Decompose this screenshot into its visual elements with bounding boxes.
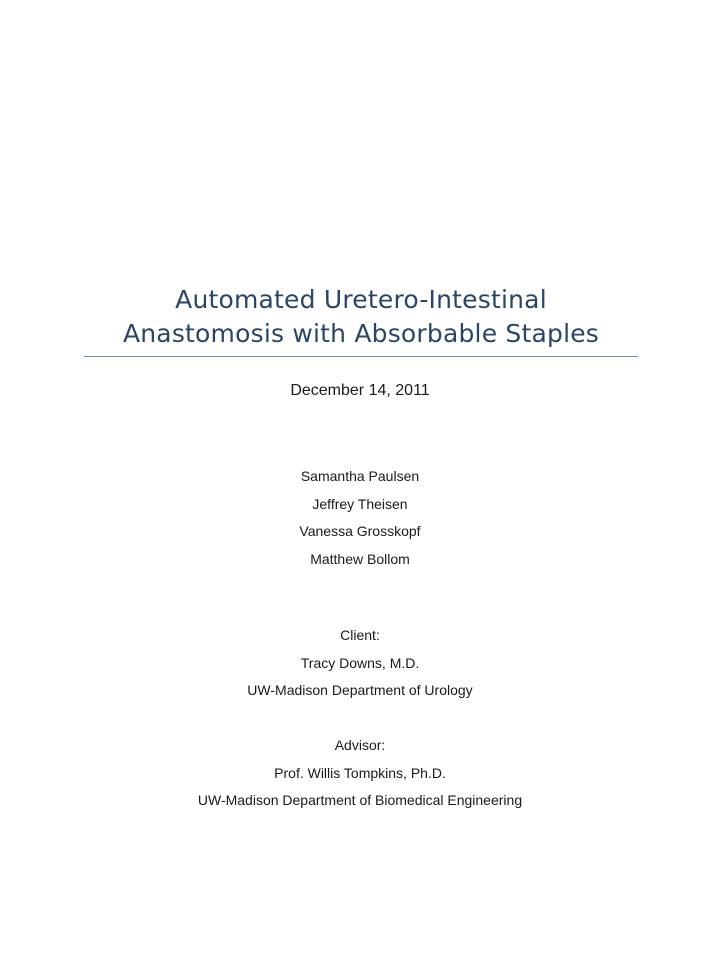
author-name: Vanessa Grosskopf [299, 523, 421, 539]
title-line-1: Automated Uretero-Intestinal [175, 285, 547, 314]
advisor-heading: Advisor: [334, 737, 386, 753]
title-line-2: Anastomosis with Absorbable Staples [122, 319, 600, 348]
document-date: December 14, 2011 [290, 382, 430, 399]
author-name: Jeffrey Theisen [312, 495, 408, 512]
client-affiliation: UW-Madison Department of Urology [247, 682, 473, 698]
advisor-name: Prof. Willis Tompkins, Ph.D. [274, 764, 446, 781]
author-list [0, 463, 720, 573]
client-heading: Client: [340, 627, 380, 643]
author-name: Matthew Bollom [310, 550, 410, 567]
title-underline [84, 356, 638, 357]
document-title [84, 283, 638, 351]
advisor-section [0, 732, 720, 815]
client-section [0, 622, 720, 705]
client-name: Tracy Downs, M.D. [300, 654, 420, 671]
advisor-affiliation: UW-Madison Department of Biomedical Engineering [197, 792, 523, 808]
author-name: Samantha Paulsen [300, 468, 420, 484]
